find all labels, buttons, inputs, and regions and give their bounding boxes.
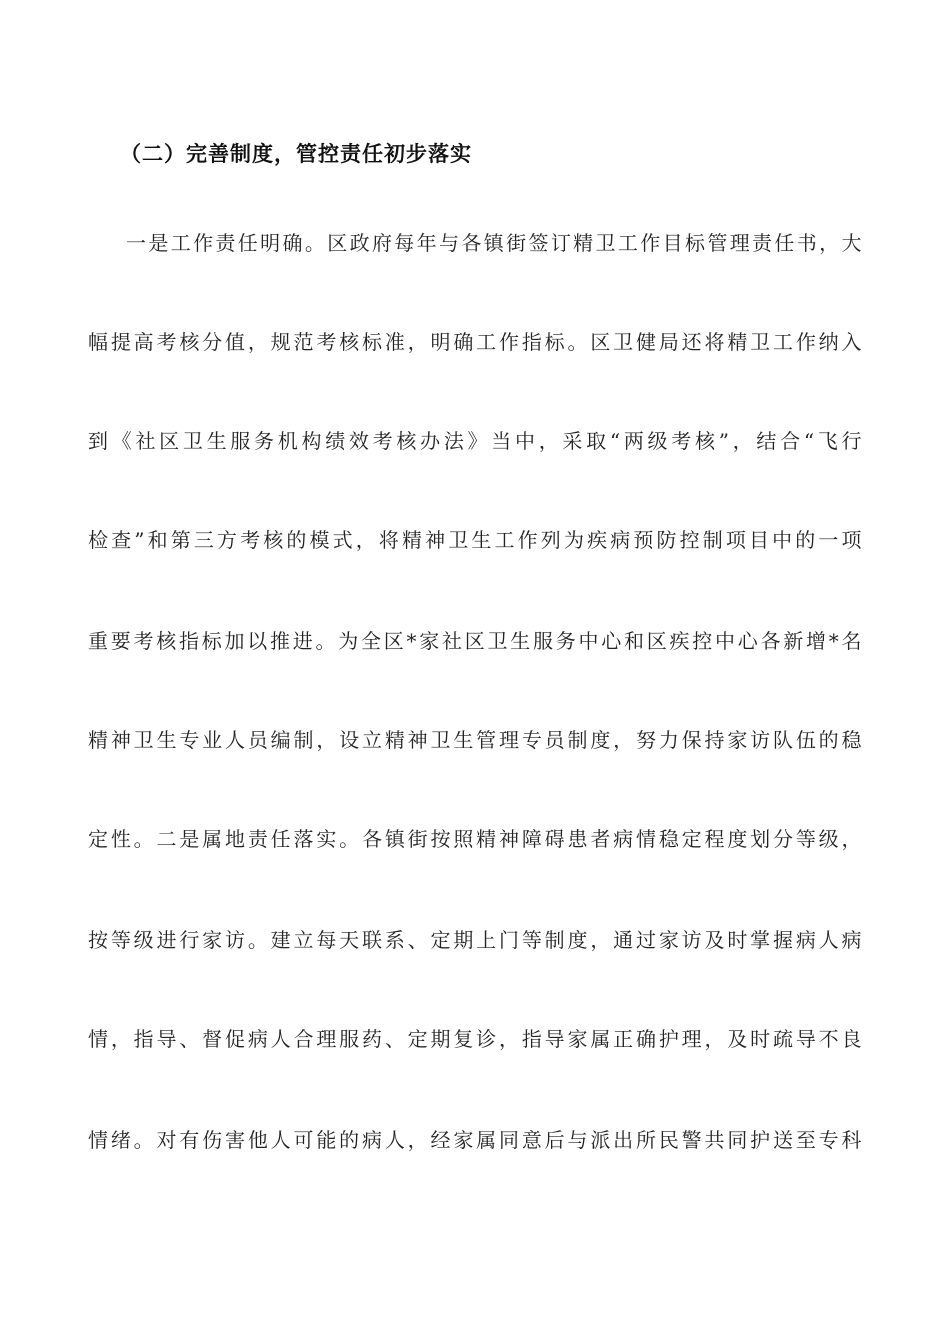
paragraph-line: 到《社区卫生服务机构绩效考核办法》当中，采取“两级考核”，结合“飞行: [88, 429, 862, 453]
section-heading: （二）完善制度，管控责任初步落实: [120, 142, 472, 166]
paragraph-line: 定性。二是属地责任落实。各镇街按照精神障碍患者病情稳定程度划分等级，: [88, 827, 862, 851]
paragraph-line: 重要考核指标加以推进。为全区*家社区卫生服务中心和区疾控中心各新增*名: [88, 629, 862, 653]
paragraph-line: 情，指导、督促病人合理服药、定期复诊，指导家属正确护理，及时疏导不良: [88, 1027, 862, 1051]
paragraph-line: 一是工作责任明确。区政府每年与各镇街签订精卫工作目标管理责任书，大: [126, 231, 862, 255]
paragraph-line: 幅提高考核分值，规范考核标准，明确工作指标。区卫健局还将精卫工作纳入: [88, 330, 862, 354]
paragraph-line: 情绪。对有伤害他人可能的病人，经家属同意后与派出所民警共同护送至专科: [88, 1128, 862, 1152]
paragraph-line: 检查”和第三方考核的模式，将精神卫生工作列为疾病预防控制项目中的一项: [88, 528, 862, 552]
paragraph-line: 精神卫生专业人员编制，设立精神卫生管理专员制度，努力保持家访队伍的稳: [88, 728, 862, 752]
paragraph-line: 按等级进行家访。建立每天联系、定期上门等制度，通过家访及时掌握病人病: [88, 928, 862, 952]
